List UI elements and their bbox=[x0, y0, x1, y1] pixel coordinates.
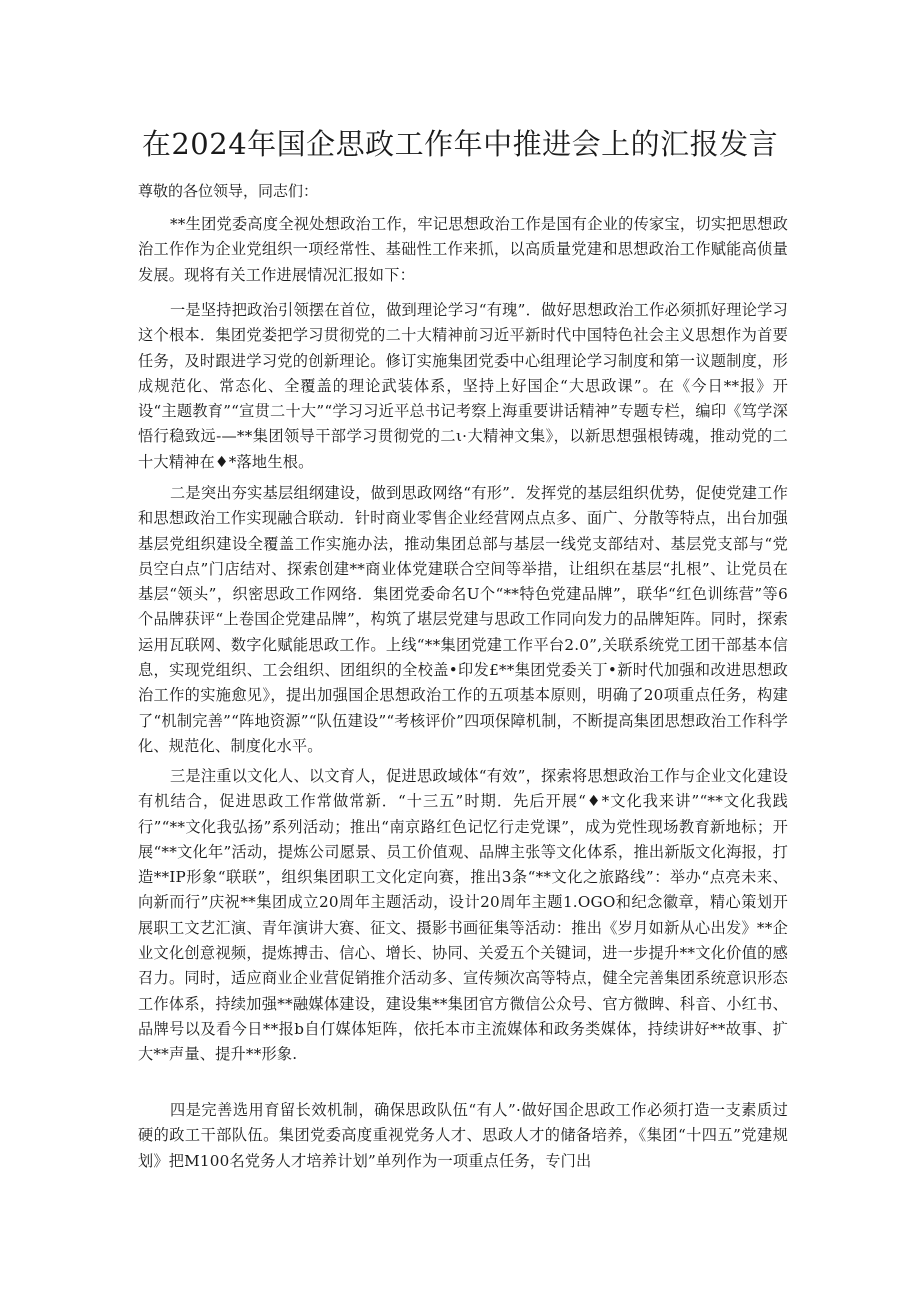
paragraph-point-one: 一是坚持把政治引领摆在首位，做到理论学习“有瑰”．做好思想政治工作必须抓好理论学习这个根本．集团党娄把学习贯彻党的二十大精神前习近平新时代中国特色社会主义思想作为首要任务，及时跟进学习党的创新理论。修订实施集团党委中心组理论学习制度和第一议题制度，形成规范化、常态化、全覆盖的理论武装体系，坚持上好国企“大思政课”。在《今日**报》开设“主题教育”“宣贯二十大”“学习习近平总书记考察上海重要讲话精神”专题专栏，编印《笃学深悟行稳致远-—**集团领导干部学习贯彻党的二ι·大精神文集》，以新思想强根铸魂，推动党的二十大精神在♦*落地生根。 bbox=[138, 301, 788, 471]
paragraph-point-four: 四是完善选用育留长效机制，确保思政队伍“有人”·做好国企思政工作必须打造一支素质过硬的政工干部队伍。集团党委高度重视党务人才、思政人才的储备培养，《集团“十四五”党建规划》把M100名党务人才培养计划”单列作为一项重点任务，专门出 bbox=[138, 1101, 788, 1170]
paragraph-point-three: 三是注重以文化人、以文育人，促进思政域体“有效”，探索将思想政治工作与企业文化建设有机结合，促进思政工作常做常新．“十三五”时期．先后开展“♦*文化我来讲”“**文化我践行”“**文化我弘扬”系列活动；推出“南京路红色记忆行走党课”，成为党性现场教育新地标；开展“**文化年”活动，提炼公司愿景、员工价值观、品牌主张等文化体系，推出新版文化海报，打造**IP形象“联联”，组织集团职工文化定向赛，推出3条“**文化之旅路线”：举办“点亮未来、向新而行”庆祝**集团成立20周年主题活动，设计20周年主题1.OGO和纪念徽章，精心策划开展职工文艺汇演、青年演讲大赛、征文、摄影书画征集等活动：推出《岁月如新从心出发》**企业文化创意视频，提炼搏击、信心、增长、协同、关爱五个关键词，进一步提升**文化价值的感召力。同时，适应商业企业营促销推介活动多、宣传频次高等特点，健全完善集团系统意识形态工作体系，持续加强**融媒体建设，建设集**集团官方微信公众号、官方微睥、科音、小红书、品牌号以及看今日**报b自仃媒体矩阵，依托本市主流媒体和政务类媒体，持续讲好**故事、扩大**声量、提升**形象. bbox=[138, 767, 788, 1064]
paragraph-intro: **生团党委高度全视处想政治工作，牢记思想政治工作是国有企业的传家宝，切实把思想政治工作作为企业党组织一项经常性、基础性工作来抓，以高质量党建和思想政治工作赋能高侦量发展。现将有关工作进展情况汇报如下： bbox=[138, 215, 788, 284]
salutation: 尊敬的各位领导，同志们： bbox=[138, 182, 319, 200]
paragraph-point-two: 二是突出夯实基层组纲建设，做到思政网络“有形”．发挥党的基层组织优势，促使党建工作和思想政治工作实现融合联动．针时商业零售企业经营网点点多、面广、分散等特点，出台加强基层党组织建设全覆盖工作实施办法，推动集团总部与基层一线党支部结对、基层党支部与“党员空白点”门店结对、探索创建**商业体党建联合空间等举措，让组织在基层“扎根”、让党员在基层“领头”，织密思政工作网络．集团党委命名U个“**特色党建品牌”，联华“红色训练营”等6个品牌获评“上卷国企党建品牌”，构筑了堪层党建与思政工作同向发力的品牌矩阵。同时，探索运用瓦联网、数字化赋能思政工作。上线“**集团党建工作平台2.0”,关联系统党工团干部基本信息，实现党组织、工会组织、团组织的全校盖•印发£**集团党委关丁•新时代加强和改进思想政治工作的实施愈见》，提出加强国企思想政治工作的五项基本原则，明确了20项重点任务，构建了“机制完善”“阵地资源”“队伍建设”“考核评价”四项保障机制，不断提高集团思想政治工作科学化、规范化、制度化水平。 bbox=[138, 484, 788, 755]
document-title: 在2024年国企思政工作年中推进会上的汇报发言 bbox=[141, 127, 779, 161]
